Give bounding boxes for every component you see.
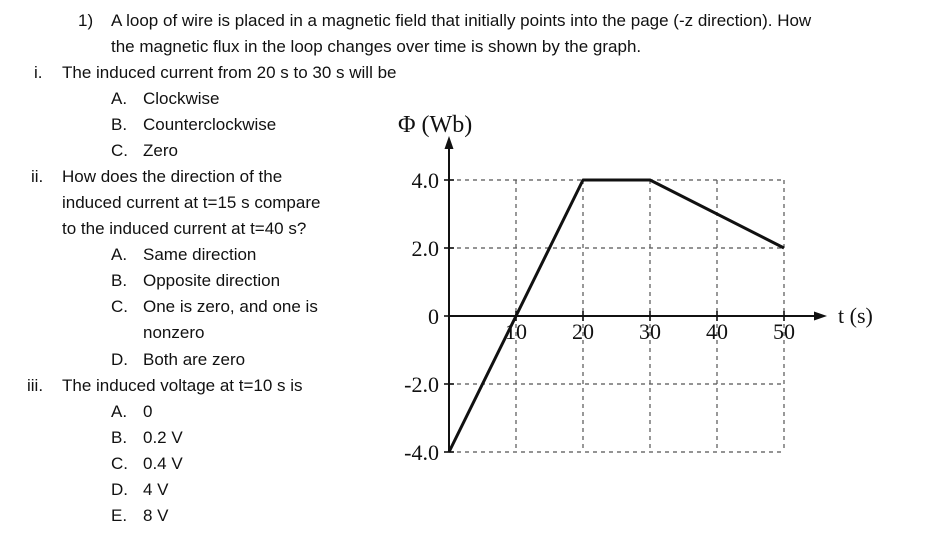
part-iii-option-c-text: 0.4 V [143,454,183,473]
x-tick-label: 20 [572,319,594,344]
x-axis-label: t (s) [838,303,873,328]
part-ii-prompt-line-1: How does the direction of the [62,167,283,186]
part-ii-prompt-line-2: induced current at t=15 s compare [62,193,321,212]
part-i-prompt: The induced current from 20 s to 30 s will be [62,63,397,82]
x-axis-arrow-icon [814,312,827,321]
question-number: 1) [78,11,94,30]
y-tick-label: 0 [428,304,439,329]
part-ii-option-d-text: Both are zero [143,350,246,369]
x-tick-label: 40 [706,319,728,344]
y-tick-label: 4.0 [411,168,439,193]
y-tick-label: 2.0 [411,236,439,261]
part-i-numeral: i. [34,63,43,82]
part-iii-option-e-letter: E. [111,506,128,525]
part-i-option-a-letter: A. [111,89,128,108]
question-text-line-1: A loop of wire is placed in a magnetic field that initially points into the page (-z direction). How [111,11,812,30]
part-ii-option-d-letter: D. [111,350,128,369]
y-axis-label: Φ (Wb) [398,112,473,138]
part-iii-option-b-letter: B. [111,428,128,447]
part-i-option-b-letter: B. [111,115,128,134]
part-iii-option-c-letter: C. [111,454,128,473]
part-ii-numeral: ii. [31,167,44,186]
part-iii-option-b-text: 0.2 V [143,428,183,447]
part-ii-option-a-letter: A. [111,245,128,264]
axes [445,136,828,452]
part-ii-option-b-letter: B. [111,271,128,290]
y-tick-label: -4.0 [404,440,439,465]
part-iii-option-e-text: 8 V [143,506,169,525]
part-i-option-c-letter: C. [111,141,128,160]
part-ii-option-c-text-line-2: nonzero [143,323,205,342]
part-iii-option-d-text: 4 V [143,480,169,499]
part-iii-option-d-letter: D. [111,480,128,499]
part-ii-option-a-text: Same direction [143,245,257,264]
part-i-option-c-text: Zero [143,141,178,160]
part-i-option-b-text: Counterclockwise [143,115,277,134]
part-iii-option-a-letter: A. [111,402,128,421]
part-ii-option-c-text-line-1: One is zero, and one is [143,297,318,316]
x-tick-label: 30 [639,319,661,344]
part-iii-numeral: iii. [27,376,44,395]
part-ii-prompt-line-3: to the induced current at t=40 s? [62,219,307,238]
y-tick-label: -2.0 [404,372,439,397]
part-ii-option-c-letter: C. [111,297,128,316]
question-text-line-2: the magnetic flux in the loop changes over time is shown by the graph. [111,37,642,56]
x-tick-label: 10 [505,319,527,344]
part-ii-option-b-text: Opposite direction [143,271,281,290]
part-i-option-a-text: Clockwise [143,89,220,108]
x-tick-label: 50 [773,319,795,344]
part-iii-prompt: The induced voltage at t=10 s is [62,376,303,395]
part-iii-option-a-text: 0 [143,402,153,421]
